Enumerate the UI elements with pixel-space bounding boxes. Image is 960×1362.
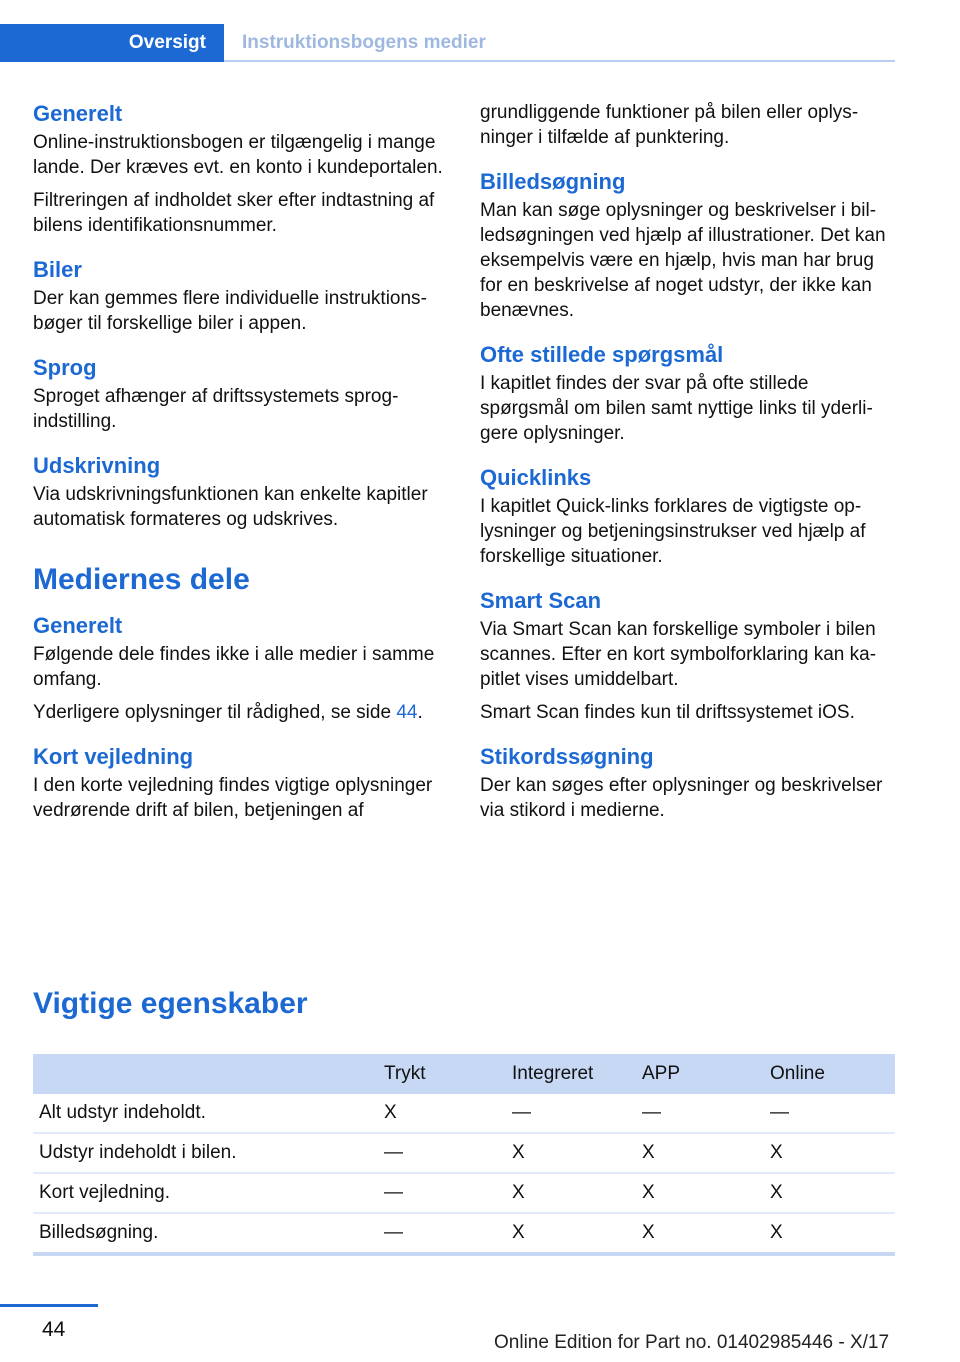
section-title: Ofte stillede spørgsmål [480, 342, 724, 367]
tab-instruktionsbogens-medier[interactable]: Instruktionsbogens medier [242, 32, 486, 53]
paragraph: Filtreringen af indholdet sker efter indtastning af bilens identifikationsnummer. [33, 190, 435, 236]
table-cell: X [764, 1173, 895, 1213]
table-cell: X [636, 1173, 764, 1213]
table-cell: X [506, 1213, 636, 1254]
section-generelt [33, 100, 448, 238]
section-smart-scan [480, 587, 895, 725]
paragraph: I kapitlet findes der svar på ofte stillede spørgsmål om bilen samt nyttige links til yderligere oplysninger. [480, 373, 873, 444]
table-cell: X [506, 1173, 636, 1213]
table-row [33, 1173, 895, 1213]
paragraph: Der kan søges efter oplysninger og beskrivelser via stikord i medierne. [480, 775, 883, 821]
paragraph: Sproget afhænger af driftssystemets sprogindstilling. [33, 386, 399, 432]
section-title: Billedsøgning [480, 169, 626, 194]
table-title: Vigtige egenskaber [33, 987, 308, 1020]
table-cell: Alt udstyr indeholdt. [33, 1094, 378, 1133]
table-cell: X [764, 1133, 895, 1173]
paragraph: Via udskrivningsfunktionen kan enkelte kapitler automatisk formateres og udskrives. [33, 484, 428, 530]
section-title: Biler [33, 257, 82, 282]
footer-rule [0, 1304, 98, 1307]
paragraph: grundliggende funktioner på bilen eller oplysninger i tilfælde af punktering. [480, 102, 859, 148]
table-cell: — [378, 1133, 506, 1173]
paragraph: I den korte vejledning findes vigtige oplysninger vedrørende drift af bilen, betjeningen af [33, 775, 433, 821]
paragraph [33, 700, 448, 725]
section-stikordssogning [480, 743, 895, 823]
table-cell: — [636, 1094, 764, 1133]
section-biler [33, 256, 448, 336]
section-title: Quicklinks [480, 465, 592, 490]
table-row [33, 1213, 895, 1254]
table-header: Integreret [512, 1063, 594, 1084]
table-cell: X [506, 1133, 636, 1173]
table-cell: X [378, 1094, 506, 1133]
edition-text: Online Edition for Part no. 01402985446 - X/17 [494, 1332, 890, 1353]
table-cell: — [506, 1094, 636, 1133]
table-cell: Udstyr indeholdt i bilen. [33, 1133, 378, 1173]
paragraph: Der kan gemmes flere individuelle instruktionsbøger til forskellige biler i appen. [33, 288, 427, 334]
section-title: Smart Scan [480, 588, 602, 613]
text: Yderligere oplysninger til rådighed, se side [33, 702, 397, 723]
section-sprog [33, 354, 448, 434]
section-kort-vejledning [33, 743, 448, 823]
paragraph: I kapitlet Quick-links forklares de vigtigste oplysninger og betjeningsinstrukser ved hjælp af forskellige situationer. [480, 496, 866, 567]
table-header-row [33, 1054, 895, 1094]
paragraph: Smart Scan findes kun til driftssystemet iOS. [480, 702, 855, 723]
chapter-title: Mediernes dele [33, 563, 250, 596]
section-title: Stikordssøgning [480, 744, 654, 769]
page-number: 44 [42, 1318, 66, 1341]
table-cell: — [378, 1173, 506, 1213]
section-title: Kort vejledning [33, 744, 194, 769]
section-title: Sprog [33, 355, 97, 380]
paragraph: Online-instruktionsbogen er tilgængelig i mange lande. Der kræves evt. en konto i kundeportalen. [33, 132, 443, 178]
paragraph: Via Smart Scan kan forskellige symboler i bilen scannes. Efter en kort symbolforklaring kan kapitlet vises umiddelbart. [480, 619, 877, 690]
text: . [417, 702, 423, 723]
table-cell: Billedsøgning. [33, 1213, 378, 1254]
section-title: Generelt [33, 613, 123, 638]
table-header: APP [642, 1063, 681, 1084]
section-billedsogning [480, 168, 895, 323]
table-header: Trykt [384, 1063, 426, 1084]
features-table [33, 1054, 895, 1256]
table-row [33, 1133, 895, 1173]
section-title: Generelt [33, 101, 123, 126]
table-header [33, 1054, 378, 1094]
page-link[interactable]: 44 [396, 702, 418, 723]
table-cell: X [636, 1213, 764, 1254]
table-cell: X [636, 1133, 764, 1173]
table-row [33, 1094, 895, 1133]
left-column [33, 100, 448, 841]
paragraph: Man kan søge oplysninger og beskrivelser i billedsøgningen ved hjælp af illustrationer. Det kan eksempelvis være en hjælp, hvis man har brug for en beskrivelse af noget udstyr, der ikke kan benævnes. [480, 200, 886, 321]
paragraph: Følgende dele findes ikke i alle medier i samme omfang. [33, 644, 435, 690]
section-title: Udskrivning [33, 453, 161, 478]
section-generelt-2 [33, 612, 448, 725]
section-quicklinks [480, 464, 895, 569]
section-faq [480, 341, 895, 446]
table-cell: Kort vejledning. [33, 1173, 378, 1213]
table-cell: X [764, 1213, 895, 1254]
tab-oversigt[interactable]: Oversigt [0, 24, 224, 62]
right-column [480, 100, 895, 841]
section-udskrivning [33, 452, 448, 532]
table-header: Online [770, 1063, 825, 1084]
table-cell: — [764, 1094, 895, 1133]
table-cell: — [378, 1213, 506, 1254]
